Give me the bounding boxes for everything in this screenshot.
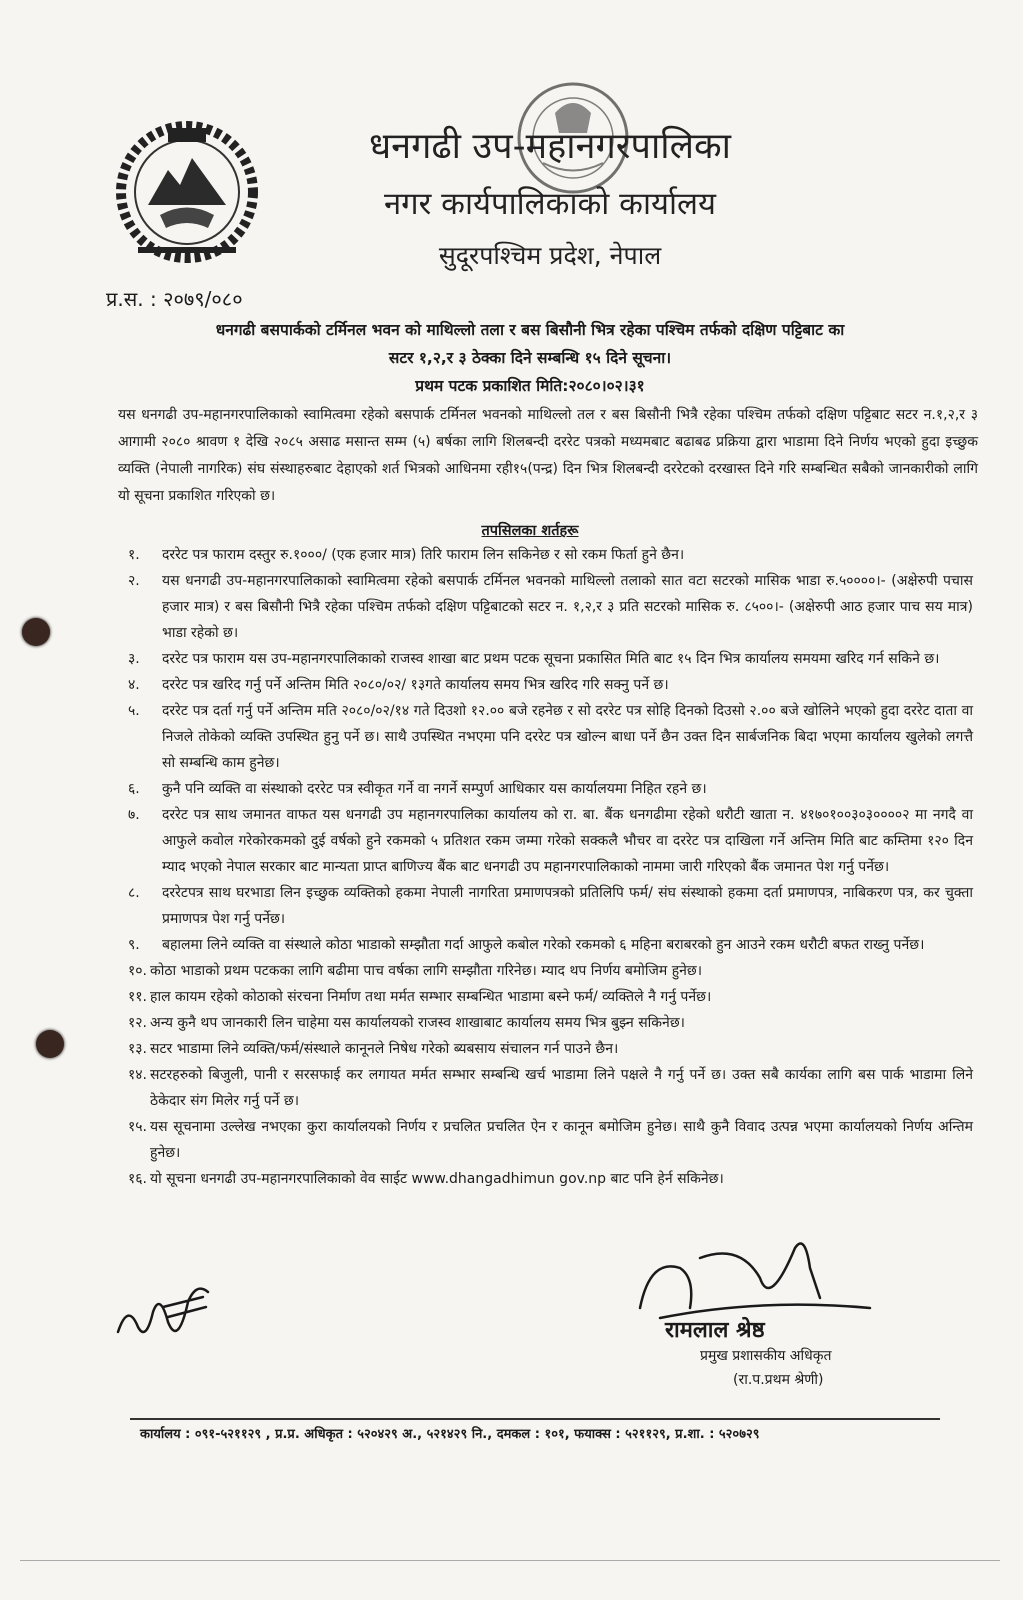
signatory-name: रामलाल श्रेष्ठ: [665, 1318, 765, 1343]
notice-title-line1: धनगढी बसपार्कको टर्मिनल भवन को माथिल्लो तला र बस बिसौनी भित्र रहेका पश्चिम तर्फको दक्षिण पट्टिबाट का: [215, 321, 845, 339]
list-item: ७. दररेट पत्र साथ जमानत वाफत यस धनगढी उप महानगरपालिका कार्यालय को रा. बा. बैंक धनगढीमा रहेको धरौटी खाता न. ४१७०१००३०३००००२ मा नगदै वा आफुले कवोल गरेकोरकमको दुई वर्षको हुने रकमको ५ प्रतिशत रकम जम्मा गरेको सक्कलै भौचर वा दररेट पत्र दाखिला गर्ने अन्तिम मिति बाट कम्तिमा १२० दिन म्याद भएको नेपाल सरकार बाट मान्यता प्राप्त बाणिज्य बैंक बाट धनगढी उप महानगरपालिकाको नाममा जारी गरिएको बैंक जमानत पेश गर्नु पर्नेछ।: [128, 807, 973, 875]
list-item: १०. कोठा भाडाको प्रथम पटकका लागि बढीमा पाच वर्षका लागि सम्झौता गरिनेछ। म्याद थप निर्णय बमोजिम हुनेछ।: [128, 963, 703, 979]
list-item: ९. बहालमा लिने व्यक्ति वा संस्थाले कोठा भाडाको सम्झौता गर्दा आफुले कबोल गरेको रकमको ६ महिना बराबरको हुन आउने रकम धरौटी बफत राख्नु पर्नेछ।: [128, 937, 925, 953]
list-item: १. दररेट पत्र फाराम दस्तुर रु.१०००/ (एक हजार मात्र) तिरि फाराम लिन सकिनेछ र सो रकम फिर्ता हुने छैन।: [128, 547, 685, 563]
office-name: धनगढी उप-महानगरपालिका: [368, 126, 731, 167]
punch-hole: [36, 1030, 64, 1058]
government-emblem-icon: [108, 110, 266, 270]
list-item: ६. कुनै पनि व्यक्ति वा संस्थाको दररेट पत्र स्वीकृत गर्ने वा नगर्ने सम्पुर्ण आधिकार यस कार्यालयमा निहित रहने छ।: [128, 781, 707, 797]
punch-hole: [22, 618, 50, 646]
footer-divider: [130, 1418, 940, 1420]
page-edge-line: [20, 1560, 1000, 1561]
list-item: ४. दररेट पत्र खरिद गर्नु पर्ने अन्तिम मिति २०८०/०२/ १३गते कार्यालय समय भित्र खरिद गरि सक्नु पर्ने छ।: [128, 677, 669, 693]
notice-intro: यस धनगढी उप-महानगरपालिकाको स्वामित्वमा रहेको बसपार्क टर्मिनल भवनको माथिल्लो तल र बस बिसौनी भित्रै रहेका पश्चिम तर्फको दक्षिण पट्टिबाट सटर न.१,२,र ३ आगामी २०८० श्रावण १ देखि २०८५ असाढ मसान्त सम्म (५) बर्षका लागि शिलबन्दी दररेट पत्रको मध्यमबाट बढाबढ प्रक्रिया द्वारा भाडामा दिने निर्णय भएको हुदा इच्छुक व्यक्ति (नेपाली नागरिक) संघ संस्थाहरुबाट देहाएको शर्त भित्रको आधिनमा रही१५(पन्द्र) दिन भित्र शिलबन्दी दररेटको दरखास्त दिने गरि सम्बन्धित सबैको जानकारीको लागि यो सूचना प्रकाशित गरिएको छ।: [118, 407, 978, 504]
list-item: ५. दररेट पत्र दर्ता गर्नु पर्ने अन्तिम मति २०८०/०२/१४ गते दिउशो १२.०० बजे रहनेछ र सो दररेट पत्र सोहि दिनको दिउसो २.०० बजे खोलिने भएको हुदा दररेट दाता वा निजले तोकेको व्यक्ति उपस्थित हुनु पर्ने छ। साथै उपस्थित नभएमा पनि दररेट पत्र खोल्न बाधा पर्ने छैन उक्त दिन सार्बजनिक बिदा भएमा कार्यालय खुलेको लगत्तै सो सम्बन्धि काम हुनेछ।: [128, 703, 973, 771]
conditions-list: [128, 542, 973, 1192]
office-subtitle: नगर कार्यपालिकाको कार्यालय: [383, 186, 717, 222]
list-item: ११. हाल कायम रहेको कोठाको संरचना निर्माण तथा मर्मत सम्भार सम्बन्धित भाडामा बस्ने फर्म/ व्यक्तिले नै गर्नु पर्नेछ।: [128, 989, 712, 1005]
list-item: १२. अन्य कुनै थप जानकारी लिन चाहेमा यस कार्यालयको राजस्व शाखाबाट कार्यालय समय भित्र बुझ्न सकिनेछ।: [128, 1015, 685, 1031]
signatory-rank: (रा.प.प्रथम श्रेणी): [733, 1372, 824, 1388]
office-location: सुदूरपश्चिम प्रदेश, नेपाल: [438, 241, 662, 270]
reference-number: प्र.स. : २०७९/०८०: [106, 287, 243, 311]
contact-footer: कार्यालय : ०९१-५२११२९ , प्र.प्र. अधिकृत : ५२०४२९ अ., ५२१४२९ नि., दमकल : १०१, फयाक्स : ५२११२९, प्र.शा. : ५२०७२९: [140, 1427, 760, 1442]
list-item: १३. सटर भाडामा लिने व्यक्ति/फर्म/संस्थाले कानूनले निषेध गरेको ब्यबसाय संचालन गर्न पाउने छैन।: [128, 1041, 619, 1057]
initials-signature: [108, 1272, 218, 1352]
list-item: २. यस धनगढी उप-महानगरपालिकाको स्वामित्वमा रहेको बसपार्क टर्मिनल भवनको माथिल्लो तलाको सात वटा सटरको मासिक भाडा रु.५००००।- (अक्षेरुपी पचास हजार मात्र) र बस बिसौनी भित्रै रहेका पश्चिम तर्फको दक्षिण पट्टिबाटको सटर न. १,२,र ३ प्रति सटरको मासिक रु. ८५००।- (अक्षेरुपी आठ हजार पाच सय मात्र) भाडा रहेको छ।: [128, 573, 973, 641]
list-item: १६. यो सूचना धनगढी उप-महानगरपालिकाको वेव साईट www.dhangadhimun gov.np बाट पनि हेर्न सकिनेछ।: [128, 1171, 724, 1187]
conditions-title: तपसिलका शर्तहरू: [481, 523, 579, 539]
list-item: ३. दररेट पत्र फाराम यस उप-महानगरपालिकाको राजस्व शाखा बाट प्रथम पटक सूचना प्रकासित मिति बाट १५ दिन भित्र कार्यालय समयमा खरिद गर्न सकिने छ।: [128, 651, 940, 667]
published-date: प्रथम पटक प्रकाशित मिति:२०८०।०२।३१: [415, 377, 645, 395]
list-item: १५. यस सूचनामा उल्लेख नभएका कुरा कार्यालयको निर्णय र प्रचलित प्रचलित ऐन र कानून बमोजिम हुनेछ। साथै कुनै विवाद उत्पन्न भएमा कार्यालयको निर्णय अन्तिम हुनेछ।: [128, 1119, 973, 1161]
signatory-designation: प्रमुख प्रशासकीय अधिकृत: [700, 1348, 832, 1364]
list-item: १४. सटरहरुको बिजुली, पानी र सरसफाई कर लगायत मर्मत सम्भार सम्बन्धि खर्च भाडामा लिने पक्षले नै गर्नु पर्ने छ। उक्त सबै कार्यका लागि बस पार्क भाडामा लिने ठेकेदार संग मिलेर गर्नु पर्ने छ।: [128, 1067, 973, 1109]
notice-title-line2: सटर १,२,र ३ ठेक्का दिने सम्बन्धि १५ दिने सूचना।: [388, 349, 672, 367]
list-item: ८. दररेटपत्र साथ घरभाडा लिन इच्छुक व्यक्तिको हकमा नेपाली नागरिता प्रमाणपत्रको प्रतिलिपि फर्म/ संघ संस्थाको हकमा दर्ता प्रमाणपत्र, नाबिकरण पत्र, कर चुक्ता प्रमाणपत्र पेश गर्नु पर्नेछ।: [128, 885, 973, 927]
